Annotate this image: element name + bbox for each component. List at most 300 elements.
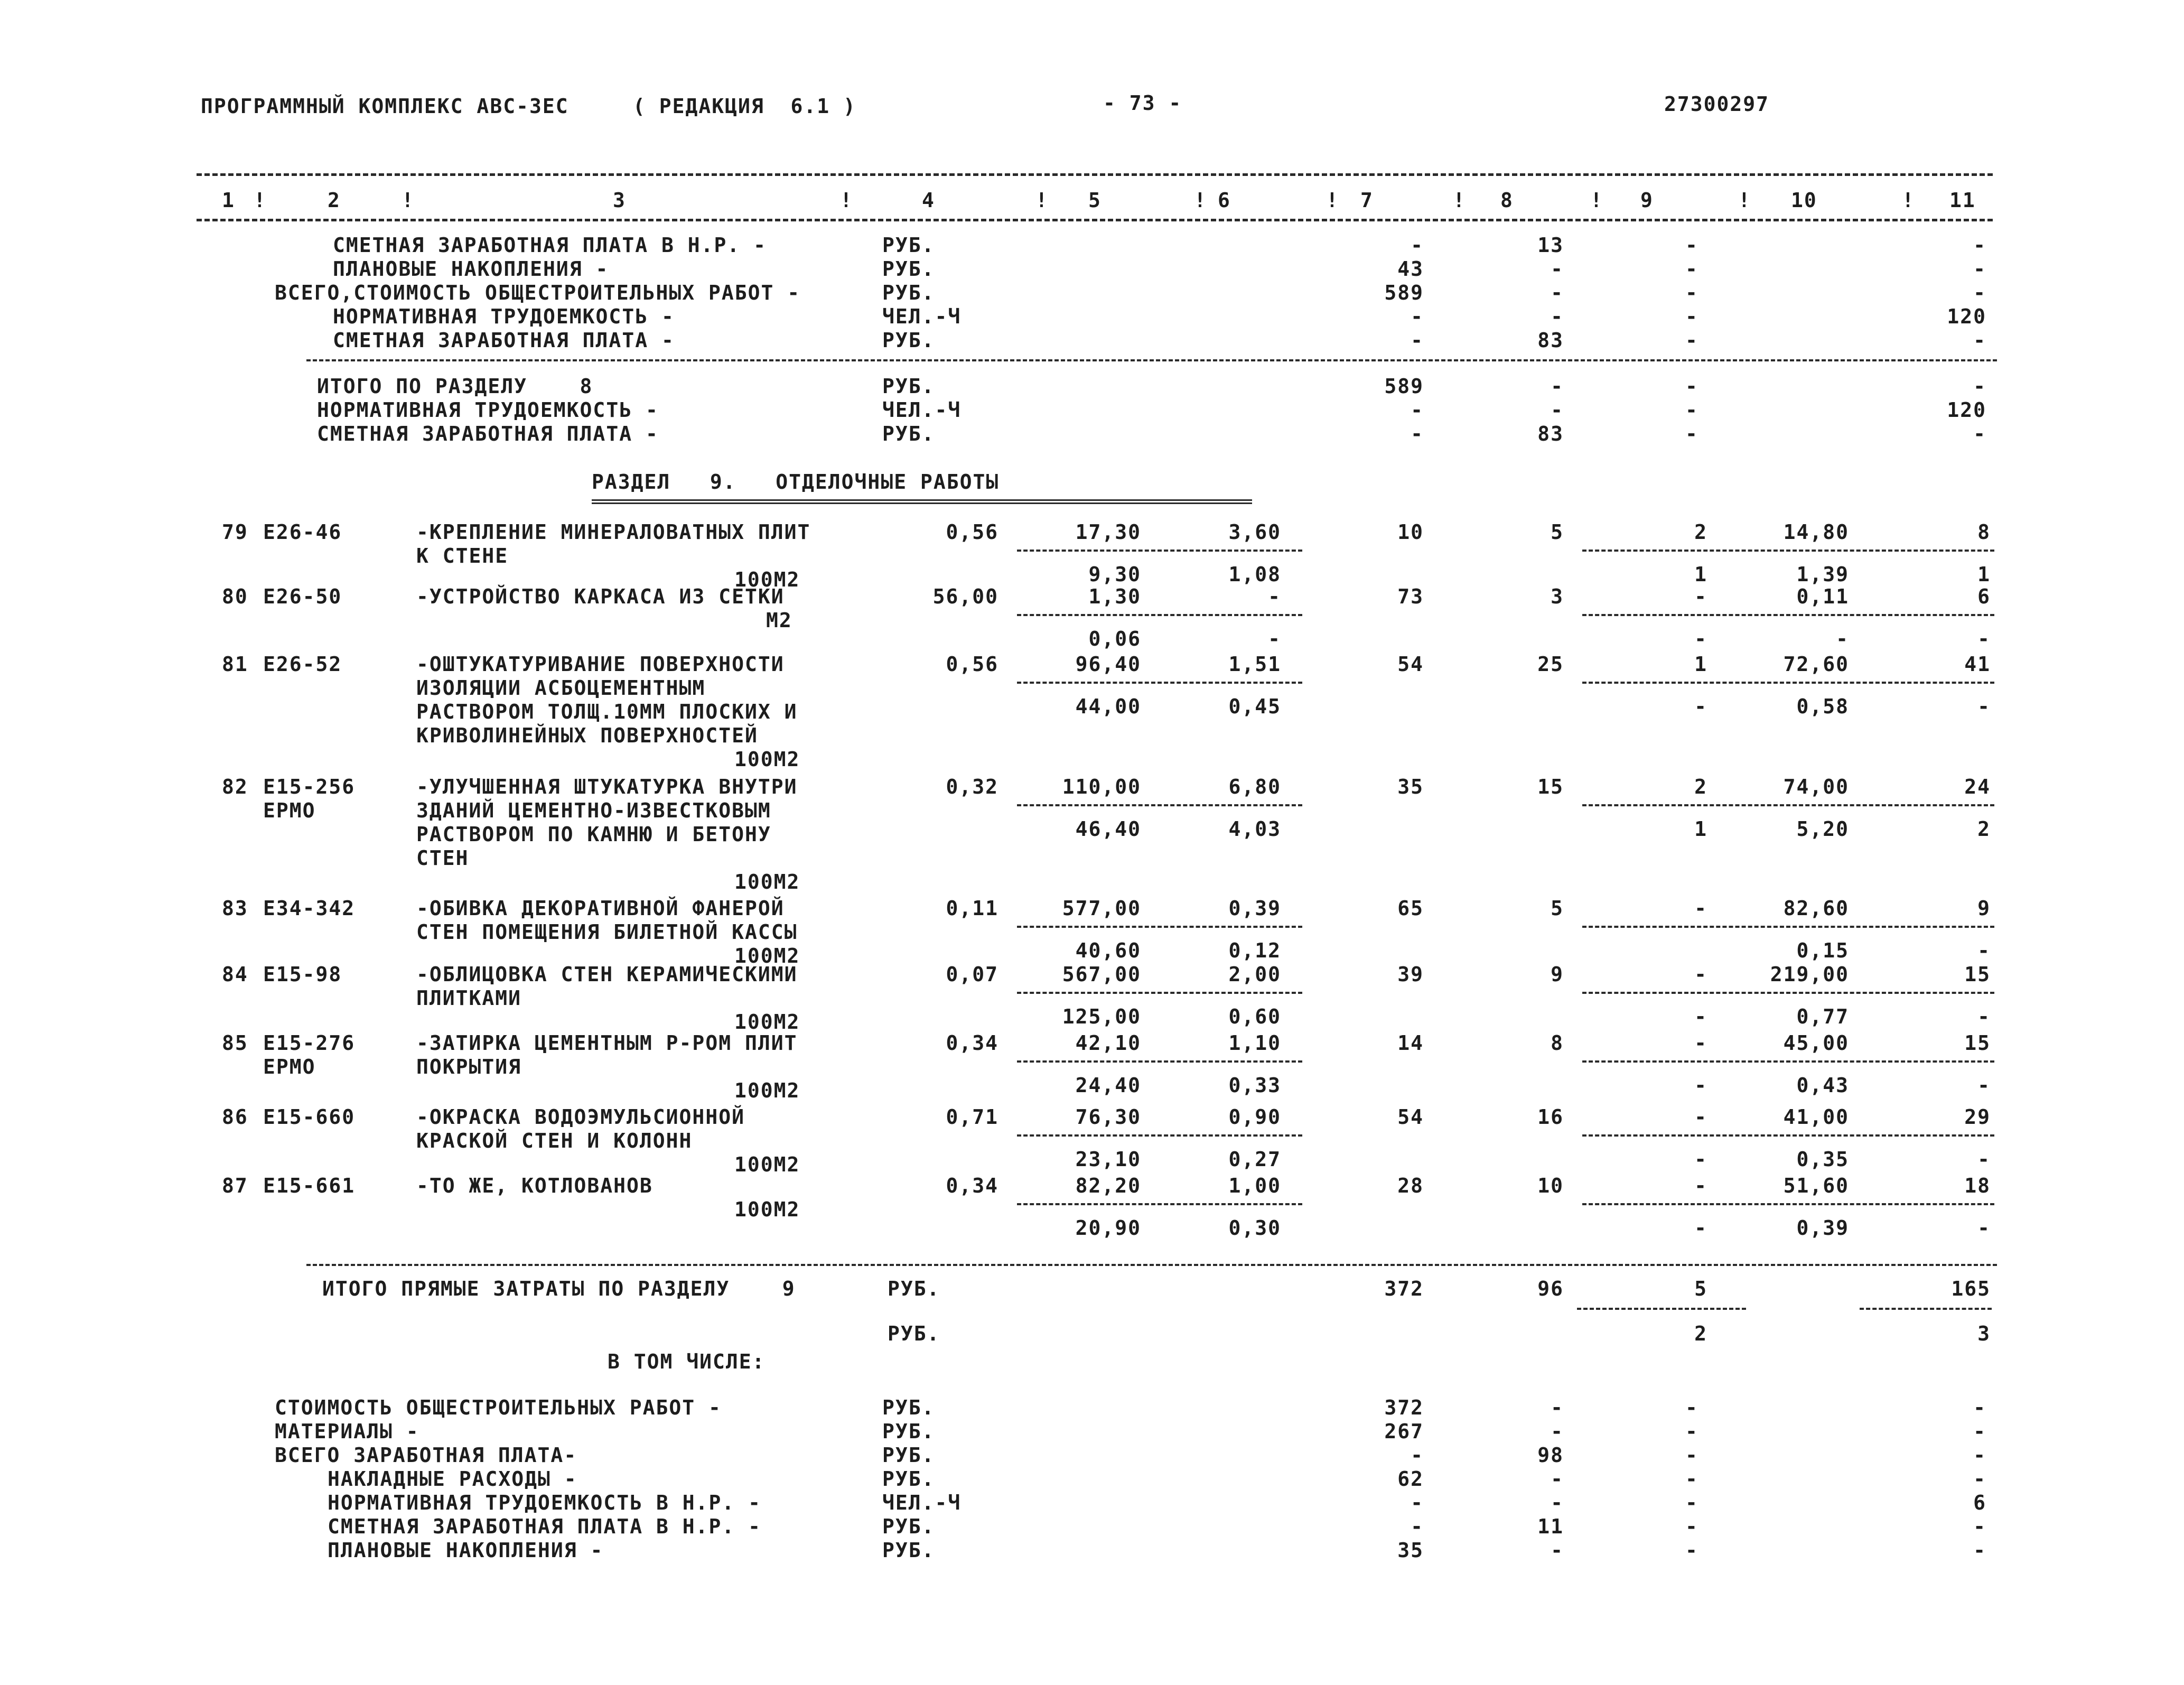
section_total-c11: - [1973,422,1986,445]
item-c7: 73 [1397,585,1424,608]
bottom_block-c9: - [1685,1515,1698,1538]
item-c5: 577,00 [1062,897,1141,920]
item-description-line: КРИВОЛИНЕЙНЫХ ПОВЕРХНОСТЕЙ [416,724,758,747]
bottom_block-c9: - [1685,1467,1698,1491]
item-number: 82 [222,775,248,798]
item-c9: 2 [1694,775,1707,798]
item-code: Е26-50 [263,585,342,608]
top_block-unit: РУБ. [882,257,935,281]
item-sub-rule-right [1582,550,1994,552]
item-c9b: 1 [1694,563,1707,586]
item-description-line: -ОБИВКА ДЕКОРАТИВНОЙ ФАНЕРОЙ [416,897,785,920]
item-c5b: 24,40 [1075,1074,1141,1097]
bottom_block-unit: РУБ. [882,1515,935,1538]
column-separator: ! [1590,189,1603,212]
bottom_block-c8: - [1551,1420,1564,1443]
item-c11b: - [1977,627,1991,650]
column-number-3: 3 [613,189,626,212]
item-description-line: -УСТРОЙСТВО КАРКАСА ИЗ СЕТКИ [416,585,785,608]
item-c9: - [1694,897,1707,920]
item-c11b: 2 [1977,817,1991,841]
top_block-c9: - [1685,234,1698,257]
item-c5b: 125,00 [1062,1005,1141,1028]
item-c6b: 0,45 [1228,695,1281,718]
top_block-label: СМЕТНАЯ ЗАРАБОТНАЯ ПЛАТА В Н.Р. - [333,234,767,257]
top_block-c7: - [1411,234,1424,257]
item-c11b: 1 [1977,563,1991,586]
item-description-line: -ОБЛИЦОВКА СТЕН КЕРАМИЧЕСКИМИ [416,963,798,986]
bottom_block-c11: - [1973,1396,1986,1419]
bottom_block-unit: РУБ. [882,1396,935,1419]
item-sub-rule-right [1582,992,1994,994]
item-c8: 9 [1551,963,1564,986]
bottom_block-label: НАКЛАДНЫЕ РАСХОДЫ - [328,1467,577,1491]
item-code-extra: ЕРМО [263,799,316,822]
top_block-c8: - [1551,257,1564,281]
item-c6b: 1,08 [1228,563,1281,586]
top_block-c11: 120 [1947,305,1986,328]
bottom_block-c11: - [1973,1539,1986,1562]
column-number-2: 2 [328,189,341,212]
item-c9b: 1 [1694,817,1707,841]
section-title: РАЗДЕЛ 9. ОТДЕЛОЧНЫЕ РАБОТЫ [592,470,1000,494]
item-code: Е15-660 [263,1105,356,1129]
bottom_block-label: ВСЕГО ЗАРАБОТНАЯ ПЛАТА- [275,1444,577,1467]
bottom_block-unit: РУБ. [882,1539,935,1562]
item-c5: 82,20 [1075,1174,1141,1197]
item-c6b: - [1268,627,1281,650]
item-c10b: 0,77 [1796,1005,1849,1028]
item-quantity: 0,11 [946,897,998,920]
bottom_block-c8: 11 [1537,1515,1564,1538]
item-c6: 1,10 [1228,1031,1281,1055]
item-c7: 54 [1397,1105,1424,1129]
direct-total-unit2: РУБ. [888,1322,940,1345]
item-c10b: - [1836,627,1849,650]
bottom_block-c11: - [1973,1467,1986,1491]
item-c8: 10 [1537,1174,1564,1197]
item-c7: 54 [1397,653,1424,676]
direct-total-c9b: 2 [1694,1322,1707,1345]
item-c5b: 23,10 [1075,1148,1141,1171]
item-description-line: ИЗОЛЯЦИИ АСБОЦЕМЕНТНЫМ [416,676,706,700]
item-c5: 110,00 [1062,775,1141,798]
column-separator: ! [1738,189,1751,212]
column-number-4: 4 [922,189,935,212]
item-sub-rule-right [1582,682,1994,684]
item-sub-rule-right [1582,1060,1994,1063]
section_total-label: ИТОГО ПО РАЗДЕЛУ 8 [317,375,593,398]
bottom_block-label: СМЕТНАЯ ЗАРАБОТНАЯ ПЛАТА В Н.Р. - [328,1515,761,1538]
item-c11b: - [1977,1005,1991,1028]
item-unit: 100М2 [734,1153,800,1176]
bottom_block-c7: 35 [1397,1539,1424,1562]
item-c10: 41,00 [1783,1105,1849,1129]
top_block-unit: ЧЕЛ.-Ч [882,305,962,328]
item-number: 79 [222,520,248,544]
item-c11b: - [1977,1074,1991,1097]
section_total-c11: 120 [1947,398,1986,422]
direct-total-rule [306,1264,1997,1266]
item-unit: 100М2 [734,568,800,591]
item-c5b: 20,90 [1075,1216,1141,1240]
top_block-label: ПЛАНОВЫЕ НАКОПЛЕНИЯ - [333,257,609,281]
item-c6b: 0,60 [1228,1005,1281,1028]
bottom_block-c11: - [1973,1420,1986,1443]
direct-total-c8: 96 [1537,1277,1564,1300]
item-c10: 82,60 [1783,897,1849,920]
bottom_block-c8: - [1551,1539,1564,1562]
section_total-c9: - [1685,375,1698,398]
item-c7: 14 [1397,1031,1424,1055]
bottom_block-c8: - [1551,1396,1564,1419]
item-sub-rule-right [1582,1203,1994,1205]
item-code: Е15-661 [263,1174,356,1197]
section-title-underline [592,499,1252,504]
top_block-c8: - [1551,281,1564,304]
item-number: 84 [222,963,248,986]
item-c11b: - [1977,1148,1991,1171]
item-c8: 8 [1551,1031,1564,1055]
item-c9b: - [1694,1216,1707,1240]
item-c9: - [1694,1174,1707,1197]
item-code: Е26-52 [263,653,342,676]
bottom_block-c9: - [1685,1396,1698,1419]
column-number-8: 8 [1500,189,1514,212]
top_block-label: НОРМАТИВНАЯ ТРУДОЕМКОСТЬ - [333,305,675,328]
column-number-9: 9 [1640,189,1654,212]
bottom_block-label: ПЛАНОВЫЕ НАКОПЛЕНИЯ - [328,1539,604,1562]
column-number-1: 1 [222,189,235,212]
item-description-line: -ТО ЖЕ, КОТЛОВАНОВ [416,1174,653,1197]
bottom_block-c9: - [1685,1420,1698,1443]
item-quantity: 0,56 [946,653,998,676]
top_block-c7: - [1411,305,1424,328]
item-c7: 35 [1397,775,1424,798]
item-c6: 0,90 [1228,1105,1281,1129]
item-c10b: 5,20 [1796,817,1849,841]
item-description-line: СТЕН ПОМЕЩЕНИЯ БИЛЕТНОЙ КАССЫ [416,920,798,944]
item-c11: 24 [1964,775,1991,798]
column-separator: ! [1194,189,1207,212]
item-sub-rule [1017,1060,1302,1063]
bottom_block-c11: 6 [1973,1491,1986,1514]
item-sub-rule [1017,550,1302,552]
column-separator: ! [840,189,853,212]
bottom_block-c7: - [1411,1491,1424,1514]
item-c7: 39 [1397,963,1424,986]
column-separator: ! [254,189,267,212]
item-c6b: 0,12 [1228,939,1281,962]
item-c5: 42,10 [1075,1031,1141,1055]
item-c6b: 0,33 [1228,1074,1281,1097]
item-unit: 100М2 [734,870,800,893]
item-description-line: -ОШТУКАТУРИВАНИЕ ПОВЕРХНОСТИ [416,653,785,676]
section_total-label: НОРМАТИВНАЯ ТРУДОЕМКОСТЬ - [317,398,659,422]
column-separator: ! [1453,189,1466,212]
item-c5: 17,30 [1075,520,1141,544]
item-c5b: 9,30 [1088,563,1141,586]
direct-total-c7: 372 [1384,1277,1424,1300]
item-c10: 219,00 [1770,963,1849,986]
item-description-line: -ЗАТИРКА ЦЕМЕНТНЫМ Р-РОМ ПЛИТ [416,1031,798,1055]
direct-total-sub-rule-2 [1860,1308,1992,1310]
direct-total-sub-rule [1577,1308,1746,1310]
item-number: 87 [222,1174,248,1197]
direct-total-c11: 165 [1951,1277,1991,1300]
item-sub-rule [1017,682,1302,684]
bottom_block-c7: 267 [1384,1420,1424,1443]
item-c7: 10 [1397,520,1424,544]
item-c10b: 0,35 [1796,1148,1849,1171]
item-code: Е15-98 [263,963,342,986]
item-sub-rule-right [1582,804,1994,806]
item-c8: 25 [1537,653,1564,676]
item-number: 83 [222,897,248,920]
item-c5b: 44,00 [1075,695,1141,718]
column-number-10: 10 [1791,189,1817,212]
item-c6b: 0,27 [1228,1148,1281,1171]
top_block-c11: - [1973,257,1986,281]
item-number: 86 [222,1105,248,1129]
direct-total-c11b: 3 [1977,1322,1991,1345]
item-unit: 100М2 [734,1010,800,1034]
item-c10b: 0,58 [1796,695,1849,718]
item-unit: 100М2 [734,1198,800,1221]
item-c9: - [1694,1105,1707,1129]
bottom_block-c7: - [1411,1515,1424,1538]
item-c9b: - [1694,1005,1707,1028]
section_total-c7: - [1411,398,1424,422]
top_block-c7: - [1411,329,1424,352]
column-separator: ! [1902,189,1915,212]
bottom_block-c11: - [1973,1444,1986,1467]
item-c7: 65 [1397,897,1424,920]
top_block-c9: - [1685,281,1698,304]
item-sub-rule-right [1582,1134,1994,1137]
bottom_block-unit: РУБ. [882,1444,935,1467]
item-c5: 76,30 [1075,1105,1141,1129]
item-c6: 1,00 [1228,1174,1281,1197]
bottom_block-c8: - [1551,1491,1564,1514]
bottom_block-label: НОРМАТИВНАЯ ТРУДОЕМКОСТЬ В Н.Р. - [328,1491,761,1514]
item-c10: 45,00 [1783,1031,1849,1055]
item-c5: 567,00 [1062,963,1141,986]
bottom_block-c7: 62 [1397,1467,1424,1491]
top_block-c8: - [1551,305,1564,328]
item-c10: 14,80 [1783,520,1849,544]
including-label: В ТОМ ЧИСЛЕ: [608,1350,766,1373]
bottom_block-c7: - [1411,1444,1424,1467]
item-c11b: - [1977,939,1991,962]
top_block-label: ВСЕГО,СТОИМОСТЬ ОБЩЕСТРОИТЕЛЬНЫХ РАБОТ - [275,281,801,304]
program-title: ПРОГРАММНЫЙ КОМПЛЕКС АВС-3ЕС [201,95,569,118]
bottom_block-c8: 98 [1537,1444,1564,1467]
top_block-unit: РУБ. [882,281,935,304]
item-c5: 1,30 [1088,585,1141,608]
item-sub-rule [1017,804,1302,806]
section_total-unit: РУБ. [882,422,935,445]
bottom_block-c7: 372 [1384,1396,1424,1419]
item-c10b: 0,43 [1796,1074,1849,1097]
item-c10: 51,60 [1783,1174,1849,1197]
item-c11: 15 [1964,963,1991,986]
item-quantity: 0,71 [946,1105,998,1129]
top_block-c11: - [1973,329,1986,352]
item-sub-rule [1017,614,1302,616]
item-code: Е34-342 [263,897,356,920]
top_block-label: СМЕТНАЯ ЗАРАБОТНАЯ ПЛАТА - [333,329,675,352]
item-c11: 8 [1977,520,1991,544]
item-c7: 28 [1397,1174,1424,1197]
section_total-unit: ЧЕЛ.-Ч [882,398,962,422]
item-unit: 100М2 [734,748,800,771]
item-c6: 6,80 [1228,775,1281,798]
section_total-c7: - [1411,422,1424,445]
top_block-c11: - [1973,281,1986,304]
top_block-c8: 83 [1537,329,1564,352]
item-number: 85 [222,1031,248,1055]
direct-total-c9: 5 [1694,1277,1707,1300]
item-c5: 96,40 [1075,653,1141,676]
bottom_block-c8: - [1551,1467,1564,1491]
top_block-unit: РУБ. [882,234,935,257]
item-c5b: 0,06 [1088,627,1141,650]
top_block-c11: - [1973,234,1986,257]
item-c6: 2,00 [1228,963,1281,986]
item-c11b: - [1977,1216,1991,1240]
item-quantity: 0,56 [946,520,998,544]
item-c11: 29 [1964,1105,1991,1129]
item-description-line: -УЛУЧШЕННАЯ ШТУКАТУРКА ВНУТРИ [416,775,798,798]
bottom_block-c11: - [1973,1515,1986,1538]
column-number-7: 7 [1360,189,1374,212]
item-c11: 15 [1964,1031,1991,1055]
bottom_block-label: МАТЕРИАЛЫ - [275,1420,419,1443]
item-sub-rule [1017,926,1302,928]
section_total-c7: 589 [1384,375,1424,398]
item-description-line: РАСТВОРОМ ТОЛЩ.10ММ ПЛОСКИХ И [416,700,798,723]
item-c9: 2 [1694,520,1707,544]
item-sub-rule [1017,1203,1302,1205]
top_block-c9: - [1685,329,1698,352]
column-separator: ! [1326,189,1339,212]
item-description-line: -КРЕПЛЕНИЕ МИНЕРАЛОВАТНЫХ ПЛИТ [416,520,811,544]
section_total-c9: - [1685,398,1698,422]
item-c10b: 0,15 [1796,939,1849,962]
item-c8: 5 [1551,897,1564,920]
section_total-c8: 83 [1537,422,1564,445]
item-c6: 3,60 [1228,520,1281,544]
item-c11b: - [1977,695,1991,718]
column-separator: ! [402,189,415,212]
section_total-c8: - [1551,375,1564,398]
document-number: 27300297 [1664,92,1770,116]
bottom_block-label: СТОИМОСТЬ ОБЩЕСТРОИТЕЛЬНЫХ РАБОТ - [275,1396,722,1419]
item-unit: 100М2 [734,944,800,967]
column-separator: ! [1035,189,1049,212]
item-sub-rule-right [1582,926,1994,928]
section_total-label: СМЕТНАЯ ЗАРАБОТНАЯ ПЛАТА - [317,422,659,445]
item-c11: 41 [1964,653,1991,676]
item-quantity: 0,34 [946,1174,998,1197]
item-c9b: - [1694,627,1707,650]
item-c9b: - [1694,1148,1707,1171]
item-quantity: 56,00 [932,585,998,608]
item-c6: 0,39 [1228,897,1281,920]
item-quantity: 0,32 [946,775,998,798]
edition-label: ( РЕДАКЦИЯ 6.1 ) [633,95,856,118]
item-code: Е15-276 [263,1031,356,1055]
item-unit: 100М2 [734,1079,800,1102]
item-c9: - [1694,1031,1707,1055]
top_block-c7: 43 [1397,257,1424,281]
direct-total-label: ИТОГО ПРЯМЫЕ ЗАТРАТЫ ПО РАЗДЕЛУ 9 [322,1277,796,1300]
item-c8: 15 [1537,775,1564,798]
section_total-c11: - [1973,375,1986,398]
header-bottom-rule [197,219,1993,221]
column-number-6: 6 [1218,189,1231,212]
item-description-line: КРАСКОЙ СТЕН И КОЛОНН [416,1129,693,1152]
item-description-line: -ОКРАСКА ВОДОЭМУЛЬСИОННОЙ [416,1105,745,1129]
bottom_block-unit: РУБ. [882,1467,935,1491]
item-c6: - [1268,585,1281,608]
bottom_block-c9: - [1685,1491,1698,1514]
item-c11: 6 [1977,585,1991,608]
item-sub-rule-right [1582,614,1994,616]
item-c9: - [1694,585,1707,608]
item-c8: 3 [1551,585,1564,608]
bottom_block-c9: - [1685,1444,1698,1467]
item-quantity: 0,34 [946,1031,998,1055]
item-c5b: 46,40 [1075,817,1141,841]
item-c8: 5 [1551,520,1564,544]
item-sub-rule [1017,992,1302,994]
item-code: Е15-256 [263,775,356,798]
item-c5b: 40,60 [1075,939,1141,962]
item-c11: 18 [1964,1174,1991,1197]
section-rule [306,359,1997,361]
bottom_block-unit: ЧЕЛ.-Ч [882,1491,962,1514]
bottom_block-unit: РУБ. [882,1420,935,1443]
item-c9: 1 [1694,653,1707,676]
top_block-c8: 13 [1537,234,1564,257]
item-description-line: СТЕН [416,846,469,870]
item-code: Е26-46 [263,520,342,544]
item-description-line: К СТЕНЕ [416,544,509,567]
item-c10: 0,11 [1796,585,1849,608]
item-c9b: - [1694,1074,1707,1097]
item-description-line: ЗДАНИЙ ЦЕМЕНТНО-ИЗВЕСТКОВЫМ [416,799,771,822]
top_block-c9: - [1685,257,1698,281]
page-number: - 73 - [1103,91,1182,115]
item-description-line: ПЛИТКАМИ [416,986,522,1010]
column-number-5: 5 [1088,189,1102,212]
bottom_block-c9: - [1685,1539,1698,1562]
item-unit: М2 [766,609,792,632]
item-quantity: 0,07 [946,963,998,986]
item-c9b: - [1694,695,1707,718]
item-c6: 1,51 [1228,653,1281,676]
section_total-c8: - [1551,398,1564,422]
item-number: 80 [222,585,248,608]
item-description-line: ПОКРЫТИЯ [416,1055,522,1078]
item-sub-rule [1017,1134,1302,1137]
item-c6b: 4,03 [1228,817,1281,841]
item-c10: 74,00 [1783,775,1849,798]
item-code-extra: ЕРМО [263,1055,316,1078]
item-c10: 72,60 [1783,653,1849,676]
